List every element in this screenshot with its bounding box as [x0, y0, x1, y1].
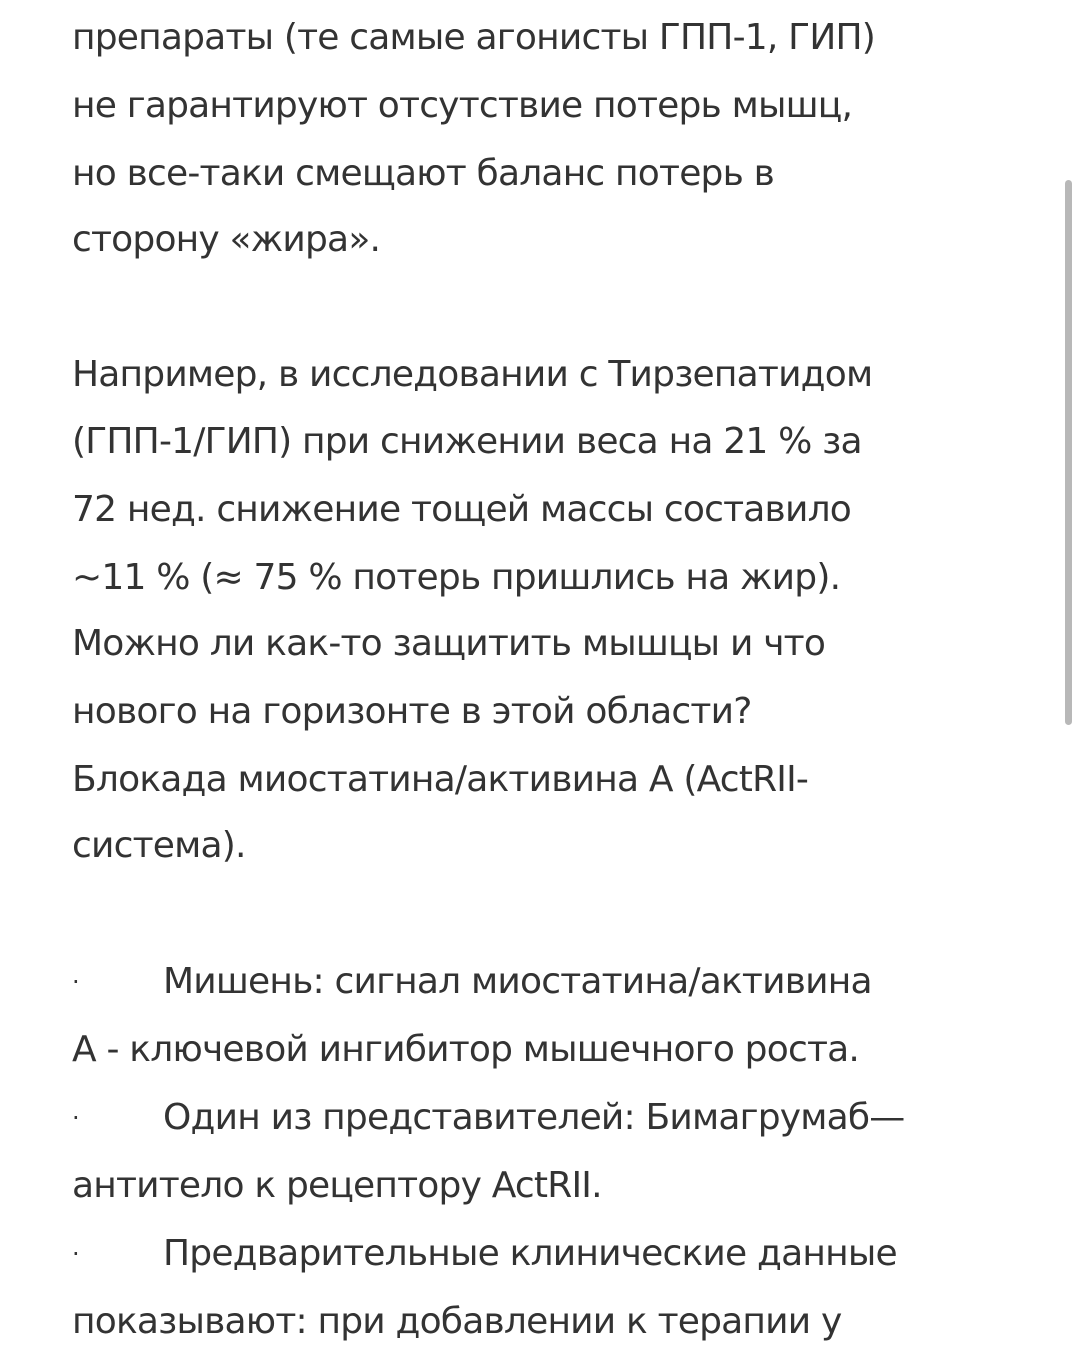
paragraph-1-line-2: не гарантируют отсутствие потерь мышц, [72, 85, 853, 126]
bullet-continuation: показывают: при добавлении к терапии у [72, 1301, 842, 1342]
paragraph-1-line-3: но все-таки смещают баланс потерь в [72, 153, 775, 194]
bullet-continuation: А - ключевой ингибитор мышечного роста. [72, 1029, 860, 1070]
bullet-marker: · [72, 1104, 79, 1132]
paragraph-2-line-2: (ГПП-1/ГИП) при снижении веса на 21 % за [72, 421, 862, 462]
bullet-text: Мишень: сигнал миостатина/активина [163, 961, 872, 1002]
paragraph-2-line-1: Например, в исследовании с Тирзепатидом [72, 354, 873, 395]
bullet-marker: · [72, 1240, 79, 1268]
paragraph-2-line-7: Блокада миостатина/активина А (ActRII- [72, 759, 809, 800]
paragraph-2-line-4: ~11 % (≈ 75 % потерь пришлись на жир). [72, 557, 841, 598]
paragraph-2-line-5: Можно ли как-то защитить мышцы и что [72, 623, 826, 664]
bullet-text: Предварительные клинические данные [163, 1233, 897, 1274]
paragraph-2-line-8: система). [72, 825, 246, 866]
bullet-text: Один из представителей: Бимагрумаб— [163, 1097, 905, 1138]
bullet-marker: · [72, 968, 79, 996]
paragraph-2-line-6: нового на горизонте в этой области? [72, 691, 752, 732]
paragraph-1-line-1: препараты (те самые агонисты ГПП-1, ГИП) [72, 17, 875, 58]
paragraph-2-line-3: 72 нед. снижение тощей массы составило [72, 489, 852, 530]
paragraph-1-line-4: сторону «жира». [72, 219, 381, 260]
scrollbar-thumb[interactable] [1065, 180, 1072, 725]
bullet-continuation: антитело к рецептору ActRII. [72, 1165, 602, 1206]
